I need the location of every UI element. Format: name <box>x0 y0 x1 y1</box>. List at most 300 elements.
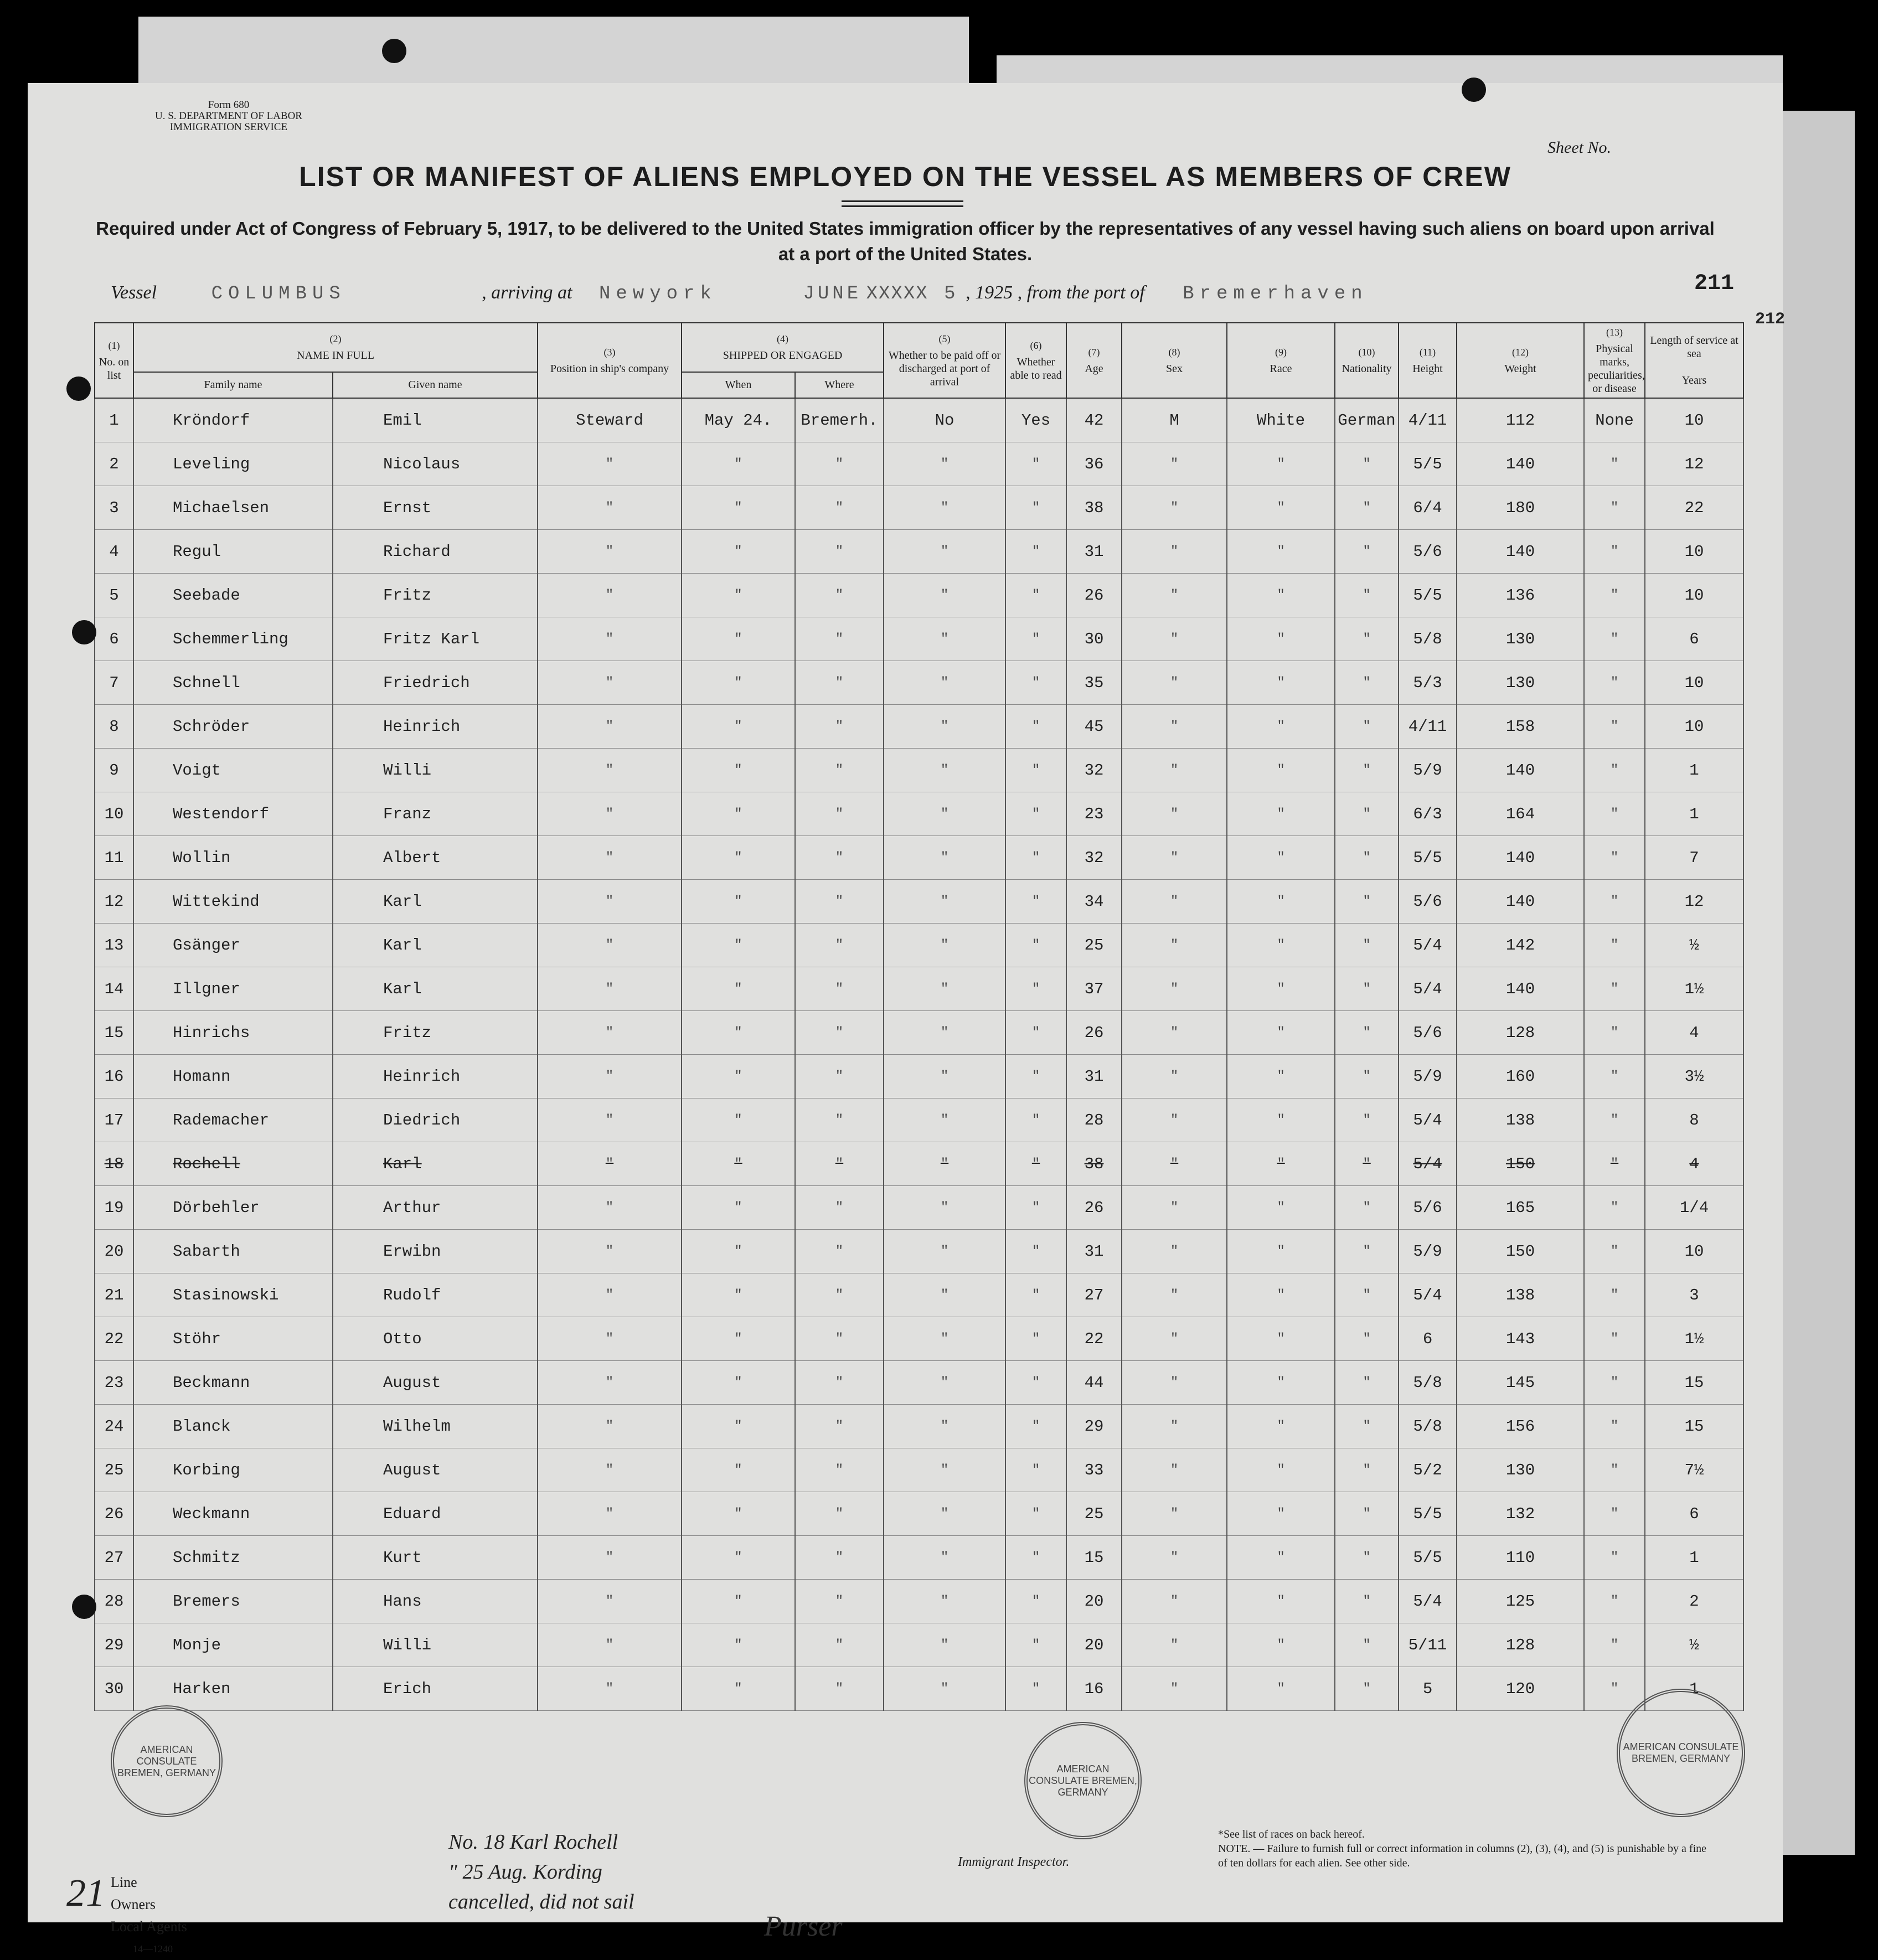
cell-family: Gsänger <box>133 924 333 967</box>
cell-when: " <box>682 530 795 574</box>
cell-when: " <box>682 967 795 1011</box>
cell-paid: " <box>884 705 1005 749</box>
cell-weight: 150 <box>1457 1230 1584 1273</box>
cell-weight: 138 <box>1457 1098 1584 1142</box>
cell-marks: " <box>1584 924 1645 967</box>
cell-age: 26 <box>1066 1011 1122 1055</box>
col-header-height: (11) Height <box>1399 323 1457 398</box>
cell-family: Wittekind <box>133 880 333 924</box>
cell-height: 5/4 <box>1399 1273 1457 1317</box>
cell-when: " <box>682 880 795 924</box>
voyage-line: Vessel COLUMBUS , arriving at Newyork JUNE XXXXX 5 , 1925 , from the port of Bremerhaven <box>111 282 1368 305</box>
cell-read: " <box>1005 1492 1066 1536</box>
cell-weight: 138 <box>1457 1273 1584 1317</box>
col-header-race: (9) Race <box>1227 323 1335 398</box>
cell-where: " <box>795 1492 884 1536</box>
cell-where: " <box>795 661 884 705</box>
cell-weight: 140 <box>1457 442 1584 486</box>
cell-years: 1 <box>1645 792 1743 836</box>
cell-height: 5/8 <box>1399 1361 1457 1405</box>
cell-where: " <box>795 1186 884 1230</box>
manifest-sheet <box>28 83 1786 1954</box>
cell-read: " <box>1005 442 1066 486</box>
cell-sex: " <box>1122 924 1227 967</box>
cell-no: 9 <box>95 749 133 792</box>
cell-weight: 150 <box>1457 1142 1584 1186</box>
underlying-sheet-left <box>138 17 969 94</box>
cell-sex: " <box>1122 617 1227 661</box>
cell-position: " <box>538 836 682 880</box>
table-row <box>95 1317 1743 1361</box>
col-header-where: Where <box>795 372 884 398</box>
cell-family: Korbing <box>133 1448 333 1492</box>
cell-sex: " <box>1122 486 1227 530</box>
cell-no: 1 <box>95 398 133 442</box>
cell-race: " <box>1227 749 1335 792</box>
cell-weight: 140 <box>1457 749 1584 792</box>
cell-where: Bremerh. <box>795 398 884 442</box>
cell-no: 16 <box>95 1055 133 1098</box>
cell-sex: " <box>1122 880 1227 924</box>
cell-family: Leveling <box>133 442 333 486</box>
cell-height: 5/4 <box>1399 924 1457 967</box>
col-header-position: (3) Position in ship's company <box>538 323 682 398</box>
cell-given: Karl <box>333 924 538 967</box>
local-agents-label: Local Agents <box>111 1918 187 1935</box>
cell-marks: " <box>1584 1667 1645 1711</box>
cell-weight: 140 <box>1457 880 1584 924</box>
cell-when: " <box>682 1667 795 1711</box>
cell-race: " <box>1227 486 1335 530</box>
cell-weight: 140 <box>1457 967 1584 1011</box>
punch-hole <box>1462 78 1486 102</box>
table-row <box>95 1098 1743 1142</box>
cell-sex: " <box>1122 1580 1227 1623</box>
table-row <box>95 661 1743 705</box>
cell-where: " <box>795 1011 884 1055</box>
cell-family: Blanck <box>133 1405 333 1448</box>
cell-no: 24 <box>95 1405 133 1448</box>
crew-rows <box>95 398 1743 1711</box>
cell-years: 10 <box>1645 574 1743 617</box>
cell-paid: " <box>884 486 1005 530</box>
cell-nationality: " <box>1335 1623 1399 1667</box>
cell-sex: " <box>1122 1536 1227 1580</box>
cell-where: " <box>795 924 884 967</box>
cell-given: Willi <box>333 749 538 792</box>
table-row <box>95 1142 1743 1186</box>
table-row <box>95 792 1743 836</box>
cell-nationality: " <box>1335 1098 1399 1142</box>
cell-read: " <box>1005 530 1066 574</box>
cell-race: " <box>1227 1142 1335 1186</box>
cell-given: Hans <box>333 1580 538 1623</box>
cell-when: " <box>682 1186 795 1230</box>
cell-marks: " <box>1584 574 1645 617</box>
cell-family: Michaelsen <box>133 486 333 530</box>
cell-when: " <box>682 1098 795 1142</box>
cell-paid: " <box>884 1273 1005 1317</box>
col-header-age: (7) Age <box>1066 323 1122 398</box>
cell-sex: " <box>1122 530 1227 574</box>
punch-hole <box>66 376 91 401</box>
cell-given: August <box>333 1448 538 1492</box>
cell-height: 5/9 <box>1399 1055 1457 1098</box>
cell-age: 30 <box>1066 617 1122 661</box>
cell-race: " <box>1227 1230 1335 1273</box>
cell-family: Kröndorf <box>133 398 333 442</box>
cell-family: Rademacher <box>133 1098 333 1142</box>
cell-position: " <box>538 1667 682 1711</box>
cell-marks: " <box>1584 705 1645 749</box>
cell-nationality: " <box>1335 486 1399 530</box>
table-row <box>95 749 1743 792</box>
col-header-when: When <box>682 372 795 398</box>
cell-paid: " <box>884 1536 1005 1580</box>
cell-family: Sabarth <box>133 1230 333 1273</box>
cell-paid: " <box>884 1055 1005 1098</box>
cell-sex: " <box>1122 574 1227 617</box>
cell-height: 5/5 <box>1399 1536 1457 1580</box>
cell-years: 10 <box>1645 530 1743 574</box>
cell-where: " <box>795 1623 884 1667</box>
cell-no: 18 <box>95 1142 133 1186</box>
cell-paid: " <box>884 967 1005 1011</box>
cell-race: " <box>1227 1055 1335 1098</box>
table-row <box>95 967 1743 1011</box>
cell-given: Karl <box>333 1142 538 1186</box>
cell-nationality: " <box>1335 880 1399 924</box>
cell-sex: " <box>1122 1361 1227 1405</box>
cell-weight: 110 <box>1457 1536 1584 1580</box>
cell-race: " <box>1227 924 1335 967</box>
cell-marks: " <box>1584 617 1645 661</box>
cell-years: 4 <box>1645 1142 1743 1186</box>
purser-signature: Purser <box>764 1911 843 1942</box>
cell-no: 11 <box>95 836 133 880</box>
cell-years: 1 <box>1645 749 1743 792</box>
cell-read: " <box>1005 1142 1066 1186</box>
cell-read: " <box>1005 1361 1066 1405</box>
cell-weight: 165 <box>1457 1186 1584 1230</box>
cell-paid: " <box>884 880 1005 924</box>
cell-height: 5/5 <box>1399 442 1457 486</box>
cell-where: " <box>795 1361 884 1405</box>
table-row <box>95 617 1743 661</box>
cell-read: " <box>1005 1317 1066 1361</box>
cell-position: Steward <box>538 398 682 442</box>
cell-race: " <box>1227 1667 1335 1711</box>
cell-sex: " <box>1122 1230 1227 1273</box>
cell-marks: " <box>1584 1536 1645 1580</box>
cell-age: 37 <box>1066 967 1122 1011</box>
table-row <box>95 1448 1743 1492</box>
cell-weight: 140 <box>1457 836 1584 880</box>
cell-when: " <box>682 486 795 530</box>
cell-no: 19 <box>95 1186 133 1230</box>
cell-position: " <box>538 1580 682 1623</box>
cell-race: " <box>1227 1623 1335 1667</box>
cell-age: 23 <box>1066 792 1122 836</box>
cell-years: 10 <box>1645 398 1743 442</box>
cell-read: " <box>1005 1667 1066 1711</box>
cell-weight: 130 <box>1457 617 1584 661</box>
cell-where: " <box>795 1142 884 1186</box>
cell-given: Emil <box>333 398 538 442</box>
cell-read: " <box>1005 924 1066 967</box>
cell-given: Friedrich <box>333 661 538 705</box>
table-row <box>95 1011 1743 1055</box>
cell-given: Erwibn <box>333 1230 538 1273</box>
cell-height: 5/5 <box>1399 574 1457 617</box>
cell-no: 15 <box>95 1011 133 1055</box>
cell-age: 28 <box>1066 1098 1122 1142</box>
cell-family: Weckmann <box>133 1492 333 1536</box>
cell-family: Hinrichs <box>133 1011 333 1055</box>
immigrant-inspector-label: Immigrant Inspector. <box>958 1855 1070 1869</box>
cell-marks: " <box>1584 1405 1645 1448</box>
cell-family: Westendorf <box>133 792 333 836</box>
cell-when: " <box>682 1448 795 1492</box>
cell-years: 10 <box>1645 661 1743 705</box>
cell-years: 10 <box>1645 705 1743 749</box>
cell-when: " <box>682 617 795 661</box>
cell-paid: " <box>884 1623 1005 1667</box>
cell-race: " <box>1227 1011 1335 1055</box>
cell-race: " <box>1227 1405 1335 1448</box>
cell-paid: " <box>884 617 1005 661</box>
cell-no: 14 <box>95 967 133 1011</box>
punch-hole <box>382 39 406 63</box>
cell-position: " <box>538 1623 682 1667</box>
cell-sex: " <box>1122 836 1227 880</box>
cell-height: 5/8 <box>1399 1405 1457 1448</box>
cell-marks: " <box>1584 1492 1645 1536</box>
cell-marks: " <box>1584 967 1645 1011</box>
cell-family: Schröder <box>133 705 333 749</box>
cell-nationality: " <box>1335 1448 1399 1492</box>
cell-years: 1 <box>1645 1667 1743 1711</box>
col-header-family-name: Family name <box>133 372 333 398</box>
cell-sex: " <box>1122 792 1227 836</box>
cell-where: " <box>795 749 884 792</box>
cell-when: " <box>682 1142 795 1186</box>
cell-race: " <box>1227 530 1335 574</box>
cell-marks: " <box>1584 836 1645 880</box>
cell-position: " <box>538 880 682 924</box>
cell-sex: " <box>1122 1492 1227 1536</box>
sheet-number-label: Sheet No. <box>1547 138 1611 157</box>
cell-when: " <box>682 1273 795 1317</box>
cell-nationality: " <box>1335 792 1399 836</box>
cell-no: 30 <box>95 1667 133 1711</box>
cell-nationality: " <box>1335 1536 1399 1580</box>
cell-read: " <box>1005 880 1066 924</box>
cell-paid: " <box>884 1230 1005 1273</box>
cell-sex: " <box>1122 1142 1227 1186</box>
cell-paid: " <box>884 1186 1005 1230</box>
cell-marks: " <box>1584 1317 1645 1361</box>
cell-marks: " <box>1584 1273 1645 1317</box>
cell-where: " <box>795 880 884 924</box>
cell-family: Stöhr <box>133 1317 333 1361</box>
cell-given: Diedrich <box>333 1098 538 1142</box>
cell-race: " <box>1227 967 1335 1011</box>
cell-weight: 158 <box>1457 705 1584 749</box>
arrival-day: 5 <box>944 283 961 305</box>
table-row <box>95 836 1743 880</box>
cell-height: 6/3 <box>1399 792 1457 836</box>
cell-position: " <box>538 1142 682 1186</box>
cell-paid: " <box>884 792 1005 836</box>
arrival-year: , 1925 <box>966 282 1013 303</box>
cell-no: 5 <box>95 574 133 617</box>
cell-no: 6 <box>95 617 133 661</box>
cell-family: Regul <box>133 530 333 574</box>
table-row <box>95 398 1743 442</box>
cell-read: " <box>1005 792 1066 836</box>
cell-years: 12 <box>1645 442 1743 486</box>
page-mark: 21 <box>66 1872 105 1915</box>
cell-height: 5/6 <box>1399 1186 1457 1230</box>
cell-paid: " <box>884 1580 1005 1623</box>
cell-marks: " <box>1584 1623 1645 1667</box>
cell-age: 34 <box>1066 880 1122 924</box>
cell-race: " <box>1227 1361 1335 1405</box>
cell-family: Beckmann <box>133 1361 333 1405</box>
cell-sex: " <box>1122 1405 1227 1448</box>
table-row <box>95 880 1743 924</box>
cell-given: Erich <box>333 1667 538 1711</box>
cell-when: " <box>682 836 795 880</box>
cell-nationality: " <box>1335 1317 1399 1361</box>
cell-no: 22 <box>95 1317 133 1361</box>
cell-given: Fritz <box>333 574 538 617</box>
cell-paid: " <box>884 574 1005 617</box>
table-row <box>95 1273 1743 1317</box>
vessel-name: COLUMBUS <box>211 283 346 305</box>
cell-age: 29 <box>1066 1405 1122 1448</box>
cell-when: May 24. <box>682 398 795 442</box>
cell-position: " <box>538 1230 682 1273</box>
cell-where: " <box>795 1536 884 1580</box>
cell-weight: 156 <box>1457 1405 1584 1448</box>
cell-where: " <box>795 617 884 661</box>
cell-nationality: " <box>1335 1492 1399 1536</box>
cell-given: Rudolf <box>333 1273 538 1317</box>
cell-read: " <box>1005 661 1066 705</box>
cell-paid: " <box>884 749 1005 792</box>
cell-given: Wilhelm <box>333 1405 538 1448</box>
cell-position: " <box>538 792 682 836</box>
cell-age: 27 <box>1066 1273 1122 1317</box>
cell-sex: " <box>1122 1317 1227 1361</box>
table-row <box>95 486 1743 530</box>
cell-given: Fritz <box>333 1011 538 1055</box>
cell-years: 6 <box>1645 1492 1743 1536</box>
cell-height: 5/5 <box>1399 1492 1457 1536</box>
cell-where: " <box>795 967 884 1011</box>
cell-nationality: " <box>1335 1273 1399 1317</box>
cell-no: 10 <box>95 792 133 836</box>
cell-read: " <box>1005 1273 1066 1317</box>
cell-nationality: " <box>1335 967 1399 1011</box>
cell-age: 36 <box>1066 442 1122 486</box>
cell-race: " <box>1227 705 1335 749</box>
col-header-name: (2) NAME IN FULL <box>133 323 538 372</box>
cell-years: 6 <box>1645 617 1743 661</box>
cell-marks: " <box>1584 1186 1645 1230</box>
cell-no: 26 <box>95 1492 133 1536</box>
cell-paid: " <box>884 1667 1005 1711</box>
cell-position: " <box>538 1186 682 1230</box>
cell-height: 5/9 <box>1399 749 1457 792</box>
cell-weight: 130 <box>1457 661 1584 705</box>
cell-read: " <box>1005 705 1066 749</box>
cell-height: 5/4 <box>1399 1098 1457 1142</box>
table-row <box>95 924 1743 967</box>
cell-marks: " <box>1584 1448 1645 1492</box>
cell-marks: " <box>1584 1230 1645 1273</box>
cell-weight: 145 <box>1457 1361 1584 1405</box>
cell-weight: 140 <box>1457 530 1584 574</box>
cell-age: 26 <box>1066 1186 1122 1230</box>
punch-hole <box>72 620 96 644</box>
cell-no: 27 <box>95 1536 133 1580</box>
cell-read: " <box>1005 1448 1066 1492</box>
cell-height: 5/6 <box>1399 1011 1457 1055</box>
cell-nationality: " <box>1335 1011 1399 1055</box>
cell-paid: " <box>884 1011 1005 1055</box>
cell-position: " <box>538 617 682 661</box>
cell-no: 4 <box>95 530 133 574</box>
cell-nationality: " <box>1335 1142 1399 1186</box>
cell-race: " <box>1227 442 1335 486</box>
cell-position: " <box>538 661 682 705</box>
departure-port: Bremerhaven <box>1183 283 1368 305</box>
cell-read: " <box>1005 1055 1066 1098</box>
cell-when: " <box>682 1405 795 1448</box>
cell-position: " <box>538 1448 682 1492</box>
cell-paid: " <box>884 1405 1005 1448</box>
cell-when: " <box>682 1623 795 1667</box>
signature-labels <box>111 1871 187 1960</box>
form-identifier: Form 680 U. S. DEPARTMENT OF LABOR IMMIGRATION SERVICE <box>155 99 302 133</box>
cell-age: 31 <box>1066 1230 1122 1273</box>
cell-read: " <box>1005 486 1066 530</box>
cell-when: " <box>682 1536 795 1580</box>
cell-family: Schmitz <box>133 1536 333 1580</box>
col-header-given-name: Given name <box>333 372 538 398</box>
cell-age: 35 <box>1066 661 1122 705</box>
cell-height: 5/2 <box>1399 1448 1457 1492</box>
cell-where: " <box>795 1230 884 1273</box>
cell-where: " <box>795 705 884 749</box>
cell-nationality: " <box>1335 574 1399 617</box>
table-row <box>95 705 1743 749</box>
cell-marks: " <box>1584 661 1645 705</box>
cell-nationality: " <box>1335 749 1399 792</box>
cell-paid: " <box>884 1317 1005 1361</box>
cell-height: 5/4 <box>1399 1580 1457 1623</box>
table-row <box>95 530 1743 574</box>
cell-where: " <box>795 1448 884 1492</box>
cell-weight: 164 <box>1457 792 1584 836</box>
table-row <box>95 1230 1743 1273</box>
cell-age: 38 <box>1066 486 1122 530</box>
cell-weight: 160 <box>1457 1055 1584 1098</box>
col-header-sex: (8) Sex <box>1122 323 1227 398</box>
